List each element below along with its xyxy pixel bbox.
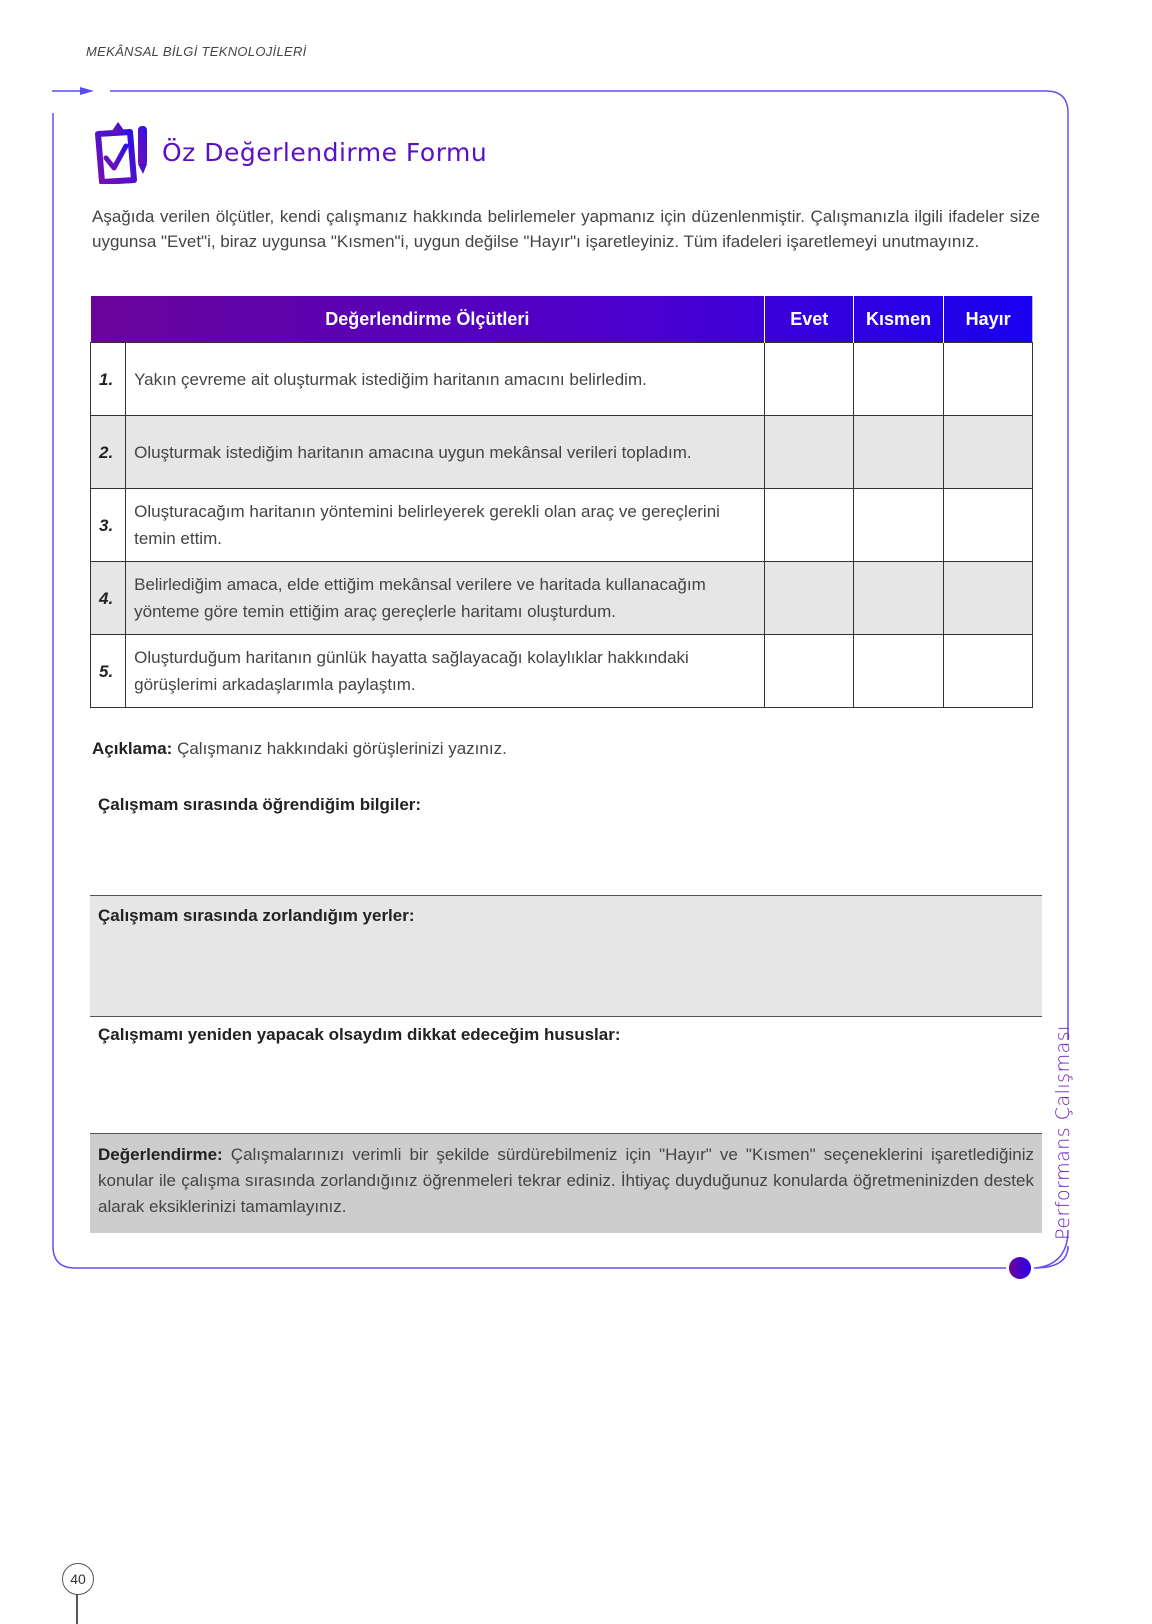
header-yes: Evet (765, 296, 854, 343)
header-partial: Kısmen (854, 296, 943, 343)
yes-checkbox-cell[interactable] (765, 416, 854, 489)
side-label: Performans Çalışması (1052, 1025, 1074, 1240)
redo-field[interactable] (90, 1015, 1042, 1133)
header-no: Hayır (943, 296, 1032, 343)
criteria-table (90, 296, 1033, 708)
row-number: 4. (91, 562, 126, 635)
partial-checkbox-cell[interactable] (854, 635, 943, 708)
difficult-field[interactable] (90, 895, 1042, 1017)
criterion-text: Oluşturmak istediğim haritanın amacına uygun mekânsal verileri topladım. (126, 416, 765, 489)
yes-checkbox-cell[interactable] (765, 562, 854, 635)
explanation (92, 739, 507, 759)
criterion-text: Belirlediğim amaca, elde ettiğim mekânsal verilere ve haritada kullanacağım yönteme göre temin ettiğim araç gereçlerle haritamı oluşturdum. (126, 562, 765, 635)
table-row (91, 416, 1033, 489)
table-header-row (91, 296, 1033, 343)
page-title: Öz Değerlendirme Formu (162, 137, 488, 167)
partial-checkbox-cell[interactable] (854, 489, 943, 562)
table-row (91, 635, 1033, 708)
row-number: 1. (91, 343, 126, 416)
page-number-stem (76, 1594, 78, 1624)
criterion-text: Oluşturduğum haritanın günlük hayatta sağlayacağı kolaylıklar hakkındaki görüşlerimi arkadaşlarımla paylaştım. (126, 635, 765, 708)
no-checkbox-cell[interactable] (943, 489, 1032, 562)
no-checkbox-cell[interactable] (943, 416, 1032, 489)
partial-checkbox-cell[interactable] (854, 343, 943, 416)
form-title (92, 120, 487, 184)
no-checkbox-cell[interactable] (943, 343, 1032, 416)
row-number: 2. (91, 416, 126, 489)
no-checkbox-cell[interactable] (943, 635, 1032, 708)
row-number: 3. (91, 489, 126, 562)
criterion-text: Oluşturacağım haritanın yöntemini belirleyerek gerekli olan araç ve gereçlerini temin ettim. (126, 489, 765, 562)
header-criteria: Değerlendirme Ölçütleri (325, 308, 530, 329)
table-row (91, 343, 1033, 416)
yes-checkbox-cell[interactable] (765, 635, 854, 708)
page-number: 40 (62, 1563, 94, 1595)
evaluation-label: Değerlendirme: (98, 1145, 223, 1164)
learned-field[interactable] (90, 785, 1042, 895)
evaluation-box (90, 1133, 1042, 1233)
table-row (91, 489, 1033, 562)
intro-paragraph: Aşağıda verilen ölçütler, kendi çalışmanız hakkında belirlemeler yapmanız için düzenlenmiştir. Çalışmanızla ilgili ifadeler size uygunsa "Evet"i, biraz uygunsa "Kısmen"i, uygun değilse "Hayır"ı işaretleyiniz. Tüm ifadeleri işaretlemeyi unutmayınız. (92, 207, 1040, 251)
learned-label: Çalışmam sırasında öğrendiğim bilgiler: (98, 795, 422, 814)
explanation-text: Çalışmanız hakkındaki görüşlerinizi yazınız. (177, 739, 507, 758)
partial-checkbox-cell[interactable] (854, 562, 943, 635)
table-row (91, 562, 1033, 635)
criterion-text: Yakın çevreme ait oluşturmak istediğim haritanın amacını belirledim. (126, 343, 765, 416)
explanation-label: Açıklama: (92, 739, 173, 758)
clipboard-check-icon (92, 120, 156, 184)
redo-label: Çalışmamı yeniden yapacak olsaydım dikkat edeceğim hususlar: (98, 1025, 621, 1044)
difficult-label: Çalışmam sırasında zorlandığım yerler: (98, 906, 415, 925)
evaluation-text: Çalışmalarınızı verimli bir şekilde sürdürebilmeniz için "Hayır" ve "Kısmen" seçeneklerini işaretlediğiniz konular ile çalışma sırasında zorlandığınız öğrenmeleri tekrar ediniz. İhtiyaç duyduğunuz konularda öğretmeninizden destek alarak eksiklerinizi tamamlayınız. (98, 1145, 1034, 1216)
partial-checkbox-cell[interactable] (854, 416, 943, 489)
yes-checkbox-cell[interactable] (765, 489, 854, 562)
running-head: MEKÂNSAL BİLGİ TEKNOLOJİLERİ (86, 44, 307, 59)
row-number: 5. (91, 635, 126, 708)
no-checkbox-cell[interactable] (943, 562, 1032, 635)
yes-checkbox-cell[interactable] (765, 343, 854, 416)
